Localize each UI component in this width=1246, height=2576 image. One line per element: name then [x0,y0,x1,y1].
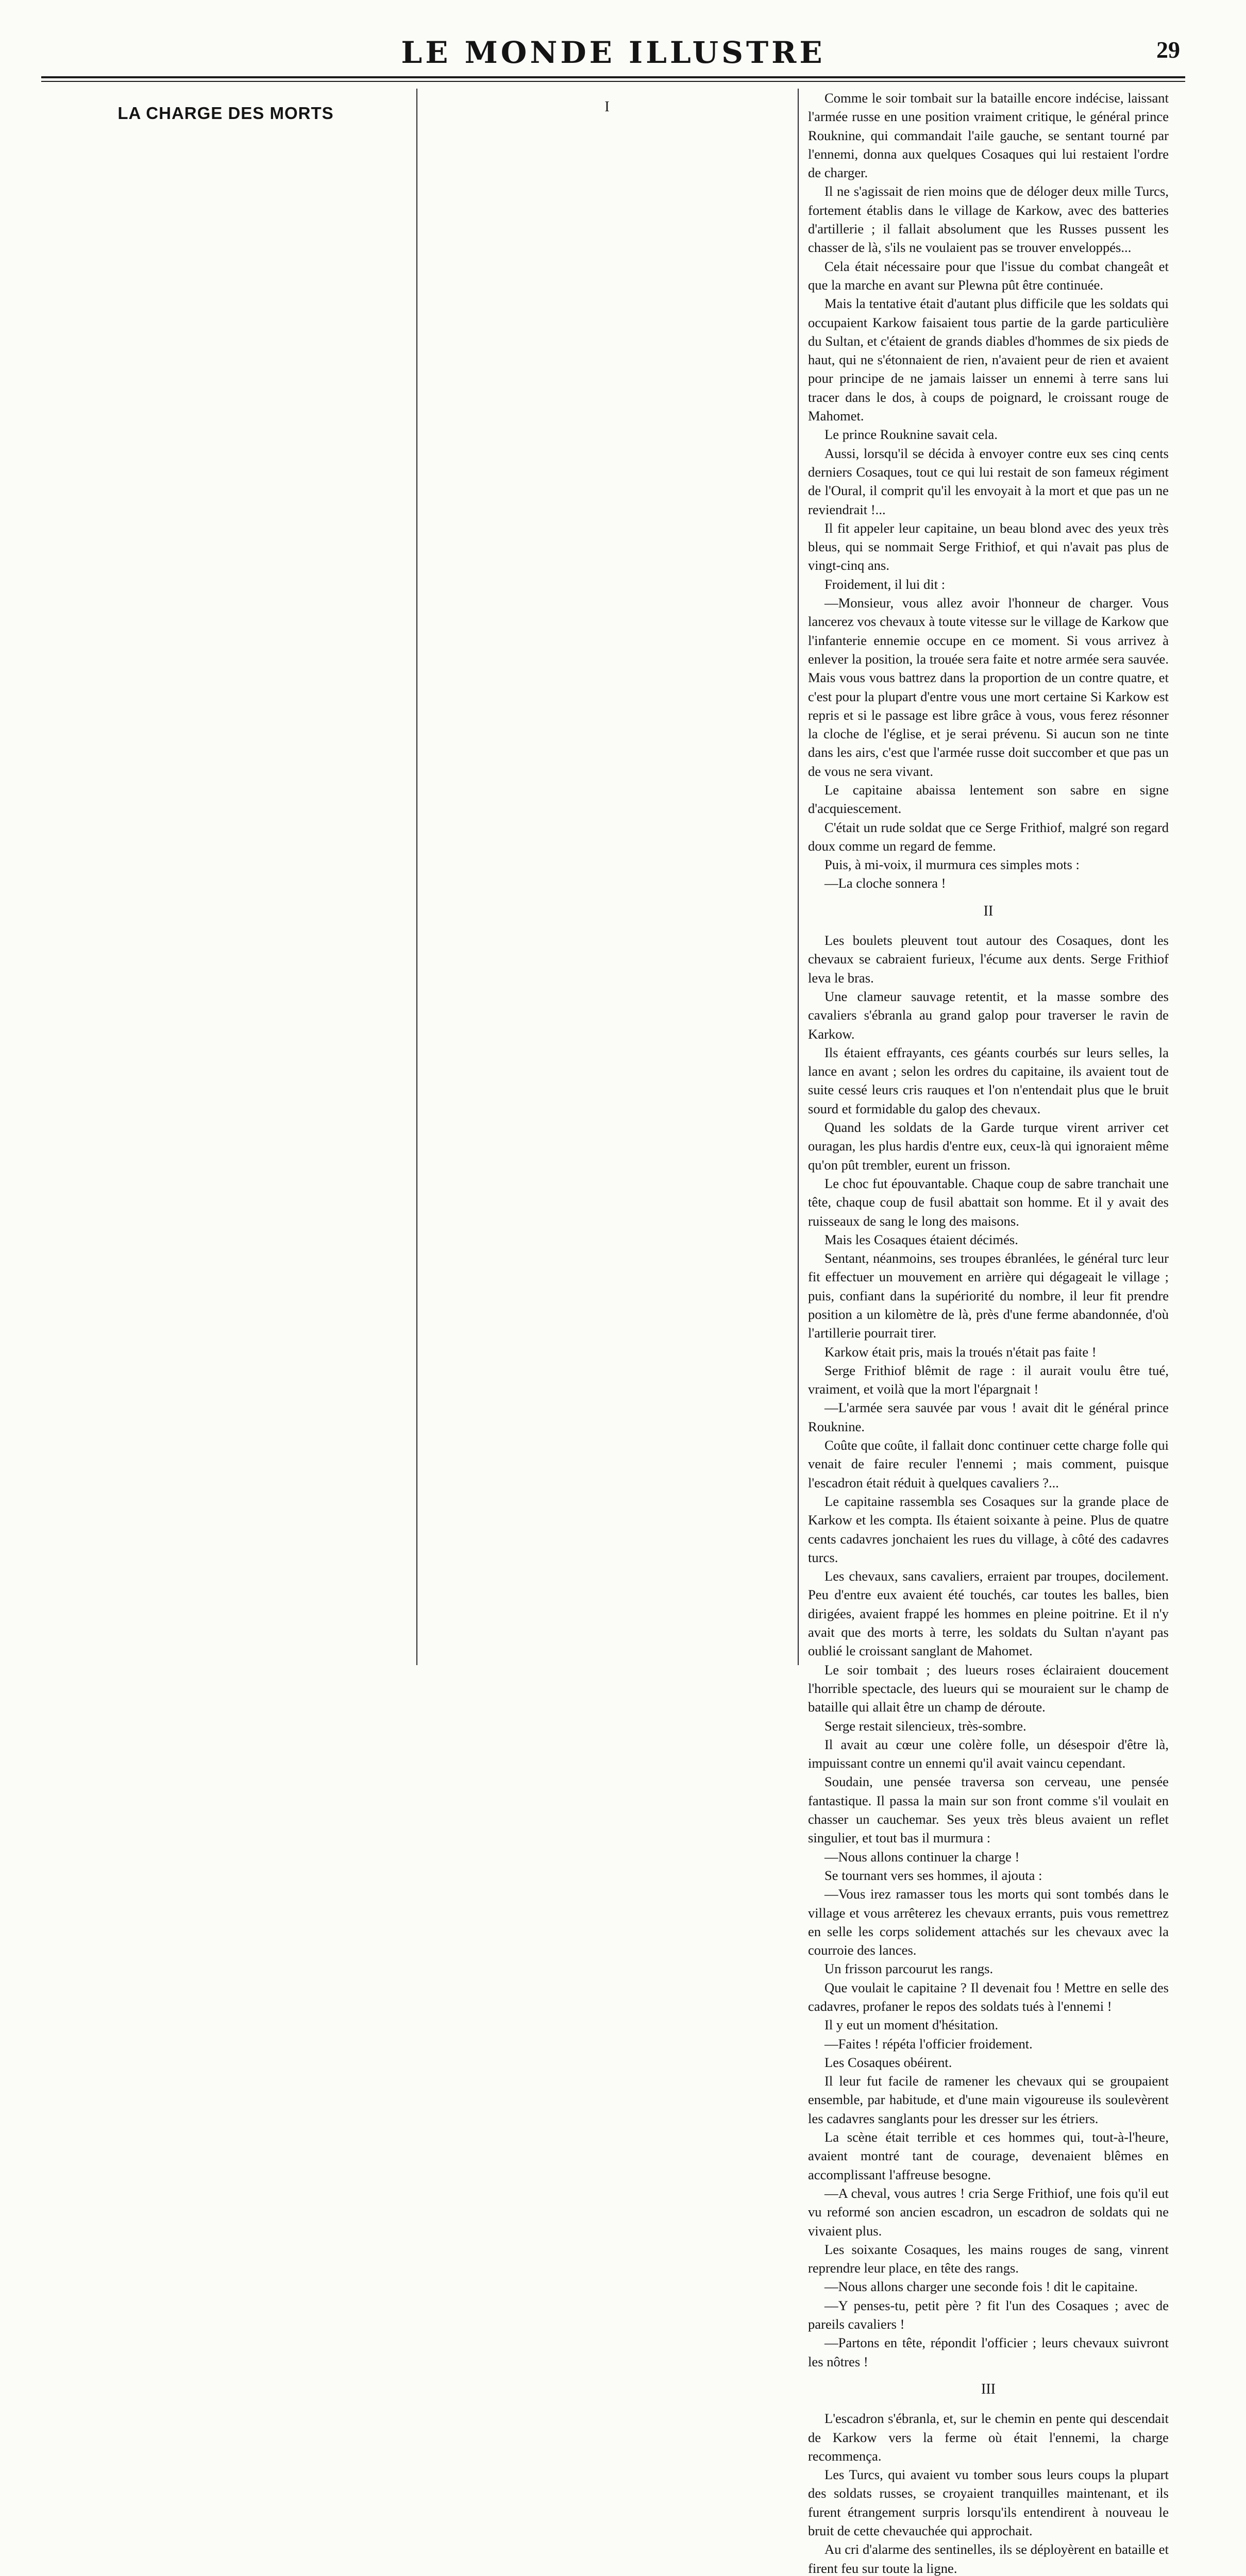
paragraph [808,1567,1169,1660]
text-column-2 [427,89,787,1711]
paragraph [808,855,1169,874]
paragraph [808,781,1169,818]
paragraph [808,519,1169,575]
paragraph-text: Une clameur sauvage retentit, et la masse sombre des cavaliers s'ébranla au grand galop pour traverser le ravin de Karkow. [808,988,1169,1042]
paragraph-text: L'escadron s'ébranla, et, sur le chemin en pente qui descendait de Karkow vers la ferme où était l'ennemi, la charge recommença. [808,2411,1169,2464]
paragraph-text: Cela était nécessaire pour que l'issue du combat changeât et que la marche en avant sur Plewna pût être continuée. [808,258,1169,293]
paragraph [808,2184,1169,2240]
paragraph [808,575,1169,594]
paragraph-text: Les chevaux, sans cavaliers, erraient par troupes, docilement. Peu d'entre eux avaient été touchés, car toutes les balles, bien dirigées, avaient frappé les hommes en pleine poitrine. Et il n'y avait que des morts à terre, les soldats du Sultan n'ayant pas oublié le croissant sanglant de Mahomet. [808,1568,1169,1659]
paragraph [808,182,1169,257]
paragraph-text: Comme le soir tombait sur la bataille encore indécise, laissant l'armée russe en une position vraiment critique, le général prince Rouknine, qui commandait l'aile gauche, se sentant tourné par l'ennemi, donna aux quelques Cosaques qui lui restaient l'ordre de charger. [808,90,1169,181]
paragraph [808,2409,1169,2465]
paragraph [808,2128,1169,2184]
paragraph-text: Les Cosaques obéirent. [824,2054,952,2070]
paragraph [808,1398,1169,1436]
paragraph-text: —Vous irez ramasser tous les morts qui sont tombés dans le village et vous arrêterez les chevaux errants, puis vous remettrez en selle les corps solidement attachés sur les chevaux avec la courroie des lances. [808,1886,1169,1958]
paragraph-text: Les Turcs, qui avaient vu tomber sous leurs coups la plupart des soldats russes, se croyaient tranquilles maintenant, et ils furent étrangement surpris lorsqu'ils entendirent à nouveau le bruit de cette chevauchée qui approchait. [808,2467,1169,2538]
masthead [41,30,1185,77]
paragraph-text: Se tournant vers ses hommes, il ajouta : [824,1867,1042,1883]
paragraph-text: —Y penses-tu, petit père ? fit l'un des Cosaques ; avec de pareils cavaliers ! [808,2297,1169,2332]
paragraph-text: Le capitaine abaissa lentement son sabre en signe d'acquiescement. [808,782,1169,817]
paragraph [808,1118,1169,1174]
paragraph [808,294,1169,425]
paragraph-text: Sentant, néanmoins, ses troupes ébranlées, le général turc leur fit effectuer un mouvement en arrière qui dégageait le village ; puis, confiant dans la supériorité du nombre, il leur fit prendre position a un kilomètre de là, près d'une ferme abandonnée, d'où l'artillerie pourrait tirer. [808,1250,1169,1341]
paragraph-text: Coûte que coûte, il fallait donc continuer cette charge folle qui venait de faire reculer l'ennemi ; mais comment, puisque l'escadron était réduit à quelques cavaliers ?... [808,1437,1169,1490]
paragraph-text: La scène était terrible et ces hommes qui, tout-à-l'heure, avaient montré tant de courage, devenaient blêmes en accomplissant l'affreuse besogne. [808,2129,1169,2182]
paragraph-text: Froidement, il lui dit : [824,576,946,592]
paragraph [808,2072,1169,2128]
paragraph [808,89,1169,182]
section-numeral: II [983,903,994,919]
paragraph [808,1230,1169,1249]
header-rule-thin [41,81,1185,82]
paragraph [808,1492,1169,1567]
paragraph [808,1043,1169,1118]
paragraph-text: Mais la tentative était d'autant plus difficile que les soldats qui occupaient Karkow faisaient tous partie de la garde particulière du Sultan, et c'étaient de grands diables d'hommes de six pieds de haut, qui ne s'étonnaient de rien, n'avaient peur de rien et avaient pour principe de ne jamais laisser un ennemi à terre sans lui tracer dans le dos, à coups de poignard, le croissant rouge de Mahomet. [808,296,1169,424]
paragraph-text: Karkow était pris, mais la troués n'était pas faite ! [824,1344,1097,1360]
paragraph-text: —Monsieur, vous allez avoir l'honneur de charger. Vous lancerez vos chevaux à toute vitesse sur le village de Karkow que l'infanterie ennemie occupe en ce moment. Si vous arrivez à enlever la position, la trouée sera faite et notre armée sera sauvée. Mais vous vous battrez dans la proportion de un contre quatre, et c'est pour la plupart d'entre vous une mort certaine Si Karkow est repris et si le passage est libre grâce à vous, vous ferez résonner la cloche de l'église, et je serai prévenu. Si aucun son ne tinte dans les airs, c'est que l'armée russe doit succomber et que pas un de vous ne sera vivant. [808,595,1169,779]
paragraph-text: Le capitaine rassembla ses Cosaques sur la grande place de Karkow et les compta. Ils étaient soixante à peine. Plus de quatre cents cadavres jonchaient les rues du village, à côté des cadavres turcs. [808,1493,1169,1565]
paragraph [808,425,1169,444]
section-numeral: III [981,2381,996,2397]
paragraph-text: Les boulets pleuvent tout autour des Cosaques, dont les chevaux se cabraient furieux, l'écume aux dents. Serge Frithiof leva le bras. [808,933,1169,986]
paragraph-text: —L'armée sera sauvée par vous ! avait dit le général prince Rouknine. [808,1400,1169,1434]
paragraph-text: Soudain, une pensée traversa son cerveau, une pensée fantastique. Il passa la main sur son front comme s'il voulait en chasser un cauchemar. Ses yeux très bleus avaient un reflet singulier, et tout bas il murmura : [808,1774,1169,1846]
paragraph [808,1885,1169,1959]
paragraph [808,987,1169,1043]
paragraph [808,1660,1169,1717]
paragraph-text: —Nous allons continuer la charge ! [824,1849,1020,1865]
paragraph-text: —Nous allons charger une seconde fois ! dit le capitaine. [824,2279,1138,2295]
paragraph [808,1361,1169,1399]
paragraph-text: Ils étaient effrayants, ces géants courbés sur leurs selles, la lance en avant ; selon les ordres du capitaine, ils avaient tout de suite cessé leurs cris rauques et l'on n'entendait plus que le bruit sourd et formidable du galop des chevaux. [808,1044,1169,1116]
paragraph [808,2053,1169,2072]
newspaper-title: LE MONDE ILLUSTRE [401,35,826,70]
paragraph-text: Le prince Rouknine savait cela. [824,427,998,443]
paragraph-text: —La cloche sonnera ! [824,875,946,891]
paragraph [808,1717,1169,1735]
paragraph [808,2540,1169,2576]
paragraph [808,1959,1169,1978]
paragraph [808,2035,1169,2053]
paragraph-text: Les soixante Cosaques, les mains rouges de sang, vinrent reprendre leur place, en tête des rangs. [808,2241,1169,2276]
paragraph [808,931,1169,987]
paragraph [808,1978,1169,2016]
paragraph-text: Le choc fut épouvantable. Chaque coup de sabre tranchait une tête, chaque coup de fusil abattait son homme. Et il y avait des ruisseaux de sang le long des maisons. [808,1175,1169,1229]
paragraph-text: Il fit appeler leur capitaine, un beau blond avec des yeux très bleus, qui se nommait Serge Frithiof, et qui n'avait pas plus de vingt-cinq ans. [808,520,1169,573]
paragraph [808,1436,1169,1492]
paragraph [808,1249,1169,1342]
paragraph [808,1174,1169,1230]
paragraph-text: Il y eut un moment d'hésitation. [824,2017,999,2033]
paragraph-text: C'était un rude soldat que ce Serge Frithiof, malgré son regard doux comme un regard de femme. [808,819,1169,854]
paragraph-text: Aussi, lorsqu'il se décida à envoyer contre eux ses cinq cents derniers Cosaques, tout ce qui lui restait de son fameux régiment de l'Oural, il comprit qu'il les envoyait à la mort et que pas un ne reviendrait !... [808,445,1169,517]
article-title: LA CHARGE DES MORTS [117,104,334,123]
paragraph [808,2015,1169,2034]
paragraph [808,1848,1169,1866]
page-number: 29 [1156,37,1180,63]
paragraph [808,2240,1169,2278]
paragraph-text: Que voulait le capitaine ? Il devenait fou ! Mettre en selle des cadavres, profaner le repos des soldats tués à l'ennemi ! [808,1979,1169,2014]
header-rule-thick [41,76,1185,78]
text-column-3 [808,89,1169,2576]
paragraph-text: Puis, à mi-voix, il murmura ces simples mots : [824,857,1080,873]
paragraph [808,257,1169,295]
paragraph-text: —Partons en tête, répondit l'officier ; leurs chevaux suivront les nôtres ! [808,2335,1169,2369]
paragraph [808,2277,1169,2296]
paragraph [808,594,1169,781]
paragraph-text: Il leur fut facile de ramener les chevaux qui se groupaient ensemble, par habitude, et d'une main vigoureuse ils soulevèrent les cadavres sanglants pour les dresser sur les étriers. [808,2073,1169,2126]
paragraph [808,818,1169,856]
column-divider [416,89,417,1665]
paragraph-text: Serge Frithiof blêmit de rage : il aurait voulu être tué, vraiment, et voilà que la mort l'épargnait ! [808,1362,1169,1397]
paragraph-text: Au cri d'alarme des sentinelles, ils se déployèrent en bataille et firent feu sur toute la ligne. [808,2541,1169,2576]
column-divider [798,89,799,1665]
paragraph [808,1866,1169,1885]
paragraph [808,2333,1169,2371]
paragraph [808,2296,1169,2334]
paragraph-text: —Faites ! répéta l'officier froidement. [824,2036,1033,2052]
section-numeral: I [604,99,610,115]
paragraph-text: Quand les soldats de la Garde turque virent arriver cet ouragan, les plus hardis d'entre eux, ceux-là qui ignoraient même qu'on pût trembler, eurent un frisson. [808,1120,1169,1173]
paragraph [808,2465,1169,2540]
paragraph-text: Il avait au cœur une colère folle, un désespoir d'être là, impuissant contre un ennemi qu'il avait vaincu cependant. [808,1736,1169,1771]
text-column-1 [45,89,406,1711]
paragraph-text: Il ne s'agissait de rien moins que de déloger deux mille Turcs, fortement établis dans le village de Karkow, avec des batteries d'artillerie ; il fallait absolument que les Russes pussent les chasser de là, s'ils ne voulaient pas se trouver enveloppés... [808,183,1169,256]
paragraph-text: Le soir tombait ; des lueurs roses éclairaient doucement l'horrible spectacle, des lueurs qui se mouraient sur le champ de bataille qui allait être un champ de déroute. [808,1662,1169,1715]
paragraph-text: —A cheval, vous autres ! cria Serge Frithiof, une fois qu'il eut vu reformé son ancien escadron, un escadron de soldats qui ne vivaient plus. [808,2185,1169,2239]
paragraph [808,444,1169,519]
paragraph-text: Un frisson parcourut les rangs. [824,1961,994,1977]
paragraph-text: Serge restait silencieux, très-sombre. [824,1718,1026,1734]
paragraph [808,874,1169,892]
paragraph [808,1343,1169,1361]
paragraph [808,1735,1169,1773]
paragraph-text: Mais les Cosaques étaient décimés. [824,1231,1018,1247]
paragraph [808,1772,1169,1847]
